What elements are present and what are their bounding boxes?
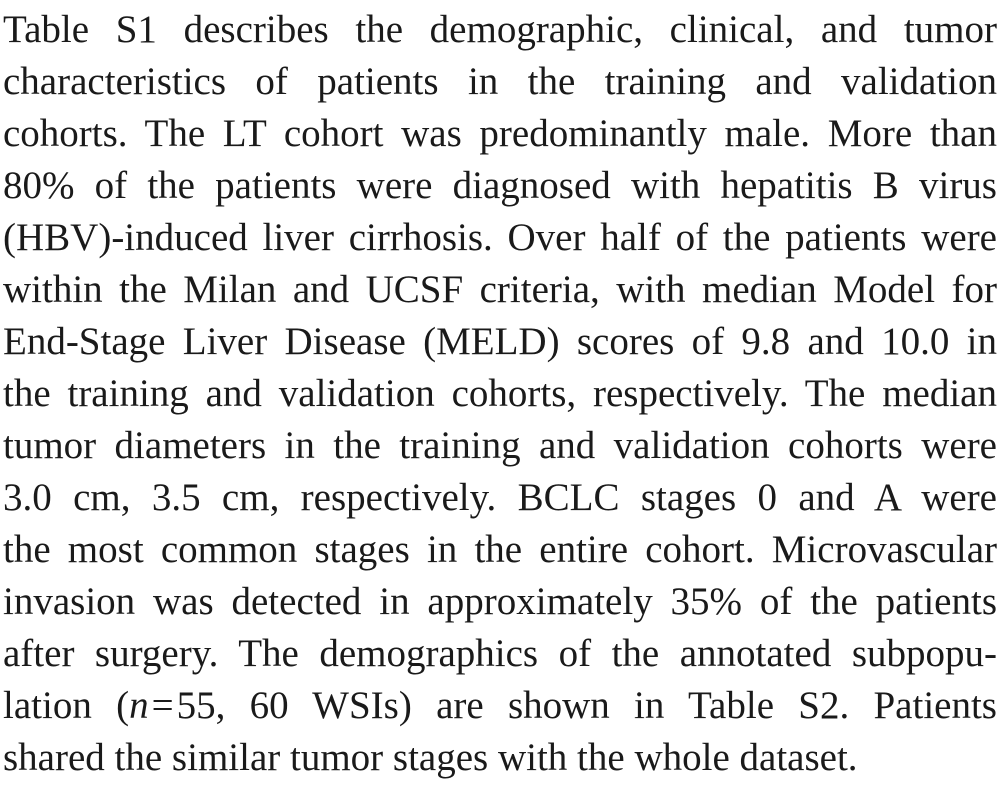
text-line: shared the similar tumor stages with the whole dataset. (3, 736, 858, 779)
text-segment: 55, 60 WSIs) are shown in Table S2. Patients (176, 684, 997, 727)
text-line: End-Stage Liver Disease (MELD) scores of 9.8 and 10.0 in (3, 320, 997, 363)
text-line: invasion was detected in approximately 35% of the patients (3, 580, 997, 623)
math-equals: = (151, 684, 174, 727)
text-line: after surgery. The demographics of the annotated subpopu- (3, 632, 997, 675)
math-variable-n: n (129, 684, 149, 727)
text-line: 3.0 cm, 3.5 cm, respectively. BCLC stages 0 and A were (3, 476, 997, 519)
text-line: (HBV)-induced liver cirrhosis. Over half of the patients were (3, 216, 997, 259)
text-line: tumor diameters in the training and validation cohorts were (3, 424, 997, 467)
body-paragraph (3, 4, 997, 784)
text-line: the training and validation cohorts, respectively. The median (3, 372, 997, 415)
text-line: cohorts. The LT cohort was predominantly male. More than (3, 112, 997, 155)
text-line: 80% of the patients were diagnosed with hepatitis B virus (3, 164, 997, 207)
text-line: within the Milan and UCSF criteria, with median Model for (3, 268, 997, 311)
text-line-with-math (3, 680, 997, 732)
text-segment: lation ( (3, 684, 130, 727)
text-line: characteristics of patients in the training and validation (3, 60, 997, 103)
text-line: the most common stages in the entire cohort. Microvascular (3, 528, 997, 571)
text-line: Table S1 describes the demographic, clinical, and tumor (3, 8, 997, 51)
